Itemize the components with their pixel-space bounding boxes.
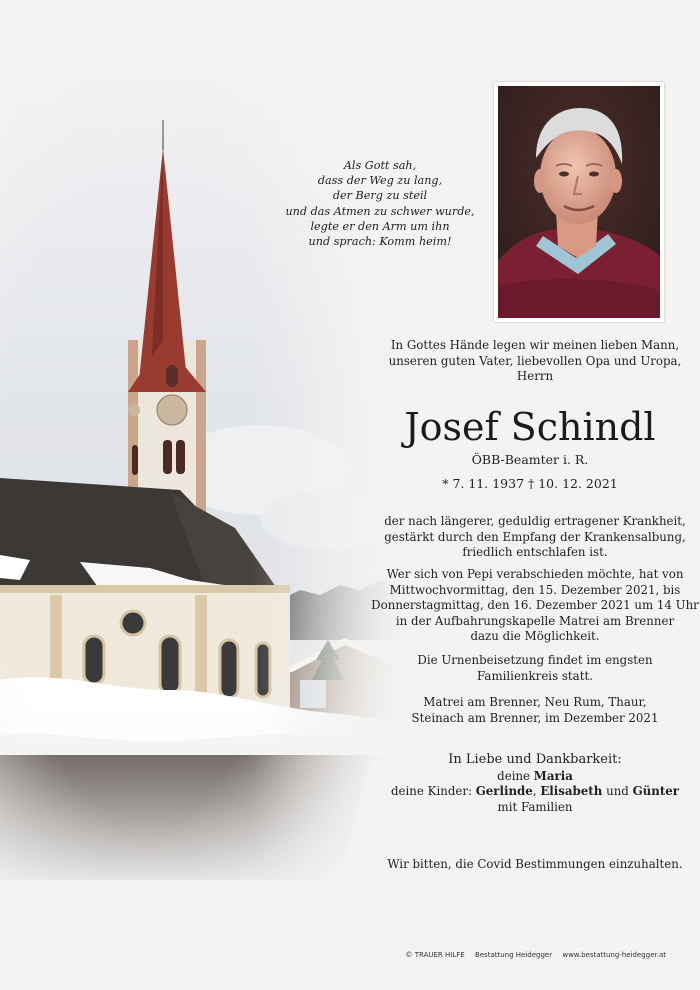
intro-line: unseren guten Vater, liebevollen Opa und Uropa, [388,353,682,368]
place-line: Steinach am Brenner, im Dezember 2021 [411,710,659,725]
poem-line: dass der Weg zu lang, [317,174,443,188]
deceased-name: Josef Schindl [404,405,656,449]
poem-line: der Berg zu steil [332,189,428,203]
paragraph-line: Donnerstagmittag, den 16. Dezember 2021 um 14 Uhr [371,598,699,613]
mourners-families: mit Familien [497,799,573,814]
covid-note: Wir bitten, die Covid Bestimmungen einzuhalten. [387,857,683,871]
footer-company: Bestattung Heidegger [474,951,553,959]
poem-line: Als Gott sah, [343,159,417,172]
occupation: ÖBB-Beamter i. R. [471,452,589,467]
life-dates: * 7. 11. 1937 † 10. 12. 2021 [442,476,618,491]
child-name: Gerlinde [475,784,533,799]
intro-line: Herrn [516,369,554,384]
paragraph-line: friedlich entschlafen ist. [462,545,608,560]
mourners-wife-line [370,769,700,785]
paragraph-line: Familienkreis statt. [477,668,593,683]
poem-line: und sprach: Komm heim! [308,235,452,249]
poem [270,158,490,249]
paragraph-line: Die Urnenbeisetzung findet im engsten [417,653,653,667]
paragraph-line: Mittwochvormittag, den 15. Dezember 2021, bis [389,582,681,597]
child-name: Günter [632,784,679,799]
poem-line: und das Atmen zu schwer wurde, [285,204,475,218]
footer [300,951,666,959]
paragraph-line: in der Aufbahrungskapelle Matrei am Brenner [395,613,675,628]
footer-website[interactable]: www.bestattung-heidegger.at [562,951,666,959]
portrait-photo [494,82,664,322]
child-name: Elisabeth [540,784,603,799]
children-prefix: deine Kinder: [391,784,476,799]
paragraph-illness [370,514,700,561]
paragraph-line: gestärkt durch den Empfang der Krankensalbung, [384,529,686,544]
paragraph-viewing [370,567,700,645]
intro-text [370,338,700,385]
paragraph-line: der nach längerer, geduldig ertragener Krankheit, [384,514,686,528]
place-line: Matrei am Brenner, Neu Rum, Thaur, [423,695,647,709]
mourners-heading: In Liebe und Dankbarkeit: [448,752,622,767]
wife-name: Maria [533,768,573,783]
mourners [370,752,700,815]
poem-line: legte er den Arm um ihn [310,219,450,233]
wife-prefix: deine [497,768,534,783]
paragraph-burial [370,653,700,684]
paragraph-line: Wer sich von Pepi verabschieden möchte, hat von [386,567,684,581]
separator: und [602,784,633,799]
intro-line: In Gottes Hände legen wir meinen lieben Mann, [390,338,680,352]
separator: , [532,784,541,799]
place-date [370,695,700,726]
mourners-children-line [370,784,700,800]
paragraph-line: dazu die Möglichkeit. [470,629,600,644]
footer-brand: © TRAUER HILFE [405,951,465,959]
